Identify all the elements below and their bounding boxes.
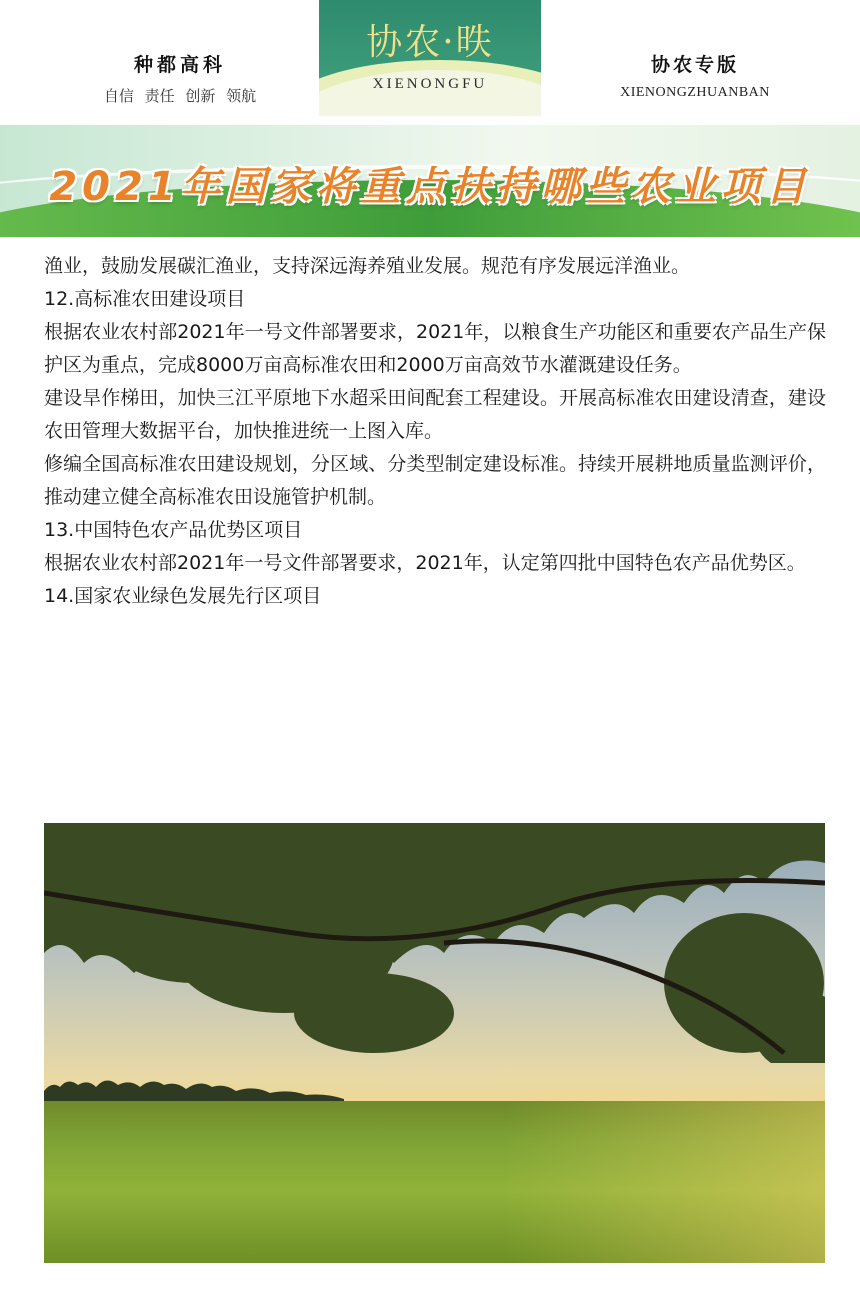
paragraph-farmland-target: 根据农业农村部2021年一号文件部署要求，2021年，以粮食生产功能区和重要农产品生产保护区为重点，完成8000万亩高标准农田和2000万亩高效节水灌溉建设任务。: [44, 321, 826, 376]
left-brand-title: 种都高科: [133, 54, 226, 76]
publication-logo: [319, 0, 541, 116]
section-heading-12: 12.高标准农田建设项目: [44, 288, 246, 310]
title-banner: [0, 125, 860, 237]
right-brand-english: XIENONGZHUANBAN: [620, 85, 770, 100]
paragraph-farmland-planning: 修编全国高标准农田建设规划，分区域、分类型制定建设标准。持续开展耕地质量监测评价，推动建立健全高标准农田设施管护机制。: [44, 453, 826, 508]
field-sunlit-area: [504, 1101, 825, 1263]
right-brand-title: 协农专版: [650, 54, 739, 76]
section-heading-14: 14.国家农业绿色发展先行区项目: [44, 585, 322, 607]
section-heading-13: 13.中国特色农产品优势区项目: [44, 519, 303, 541]
logo-chinese-name: 协农·昳: [366, 22, 494, 63]
paragraph-fishery: 渔业，鼓励发展碳汇渔业，支持深远海养殖业发展。规范有序发展远洋渔业。: [44, 255, 691, 277]
page-title: 2021年国家将重点扶持哪些农业项目: [49, 164, 811, 210]
landscape-photo: [44, 823, 825, 1263]
left-brand: [80, 50, 280, 106]
paragraph-specialty-zone: 根据农业农村部2021年一号文件部署要求，2021年，认定第四批中国特色农产品优势区。: [44, 552, 806, 574]
masthead: [0, 0, 860, 125]
right-brand: [590, 50, 800, 101]
tree-canopy: [44, 823, 825, 1063]
article-body: [44, 250, 826, 613]
logo-english-name: XIENONGFU: [372, 76, 488, 92]
left-brand-slogan: 自信 责任 创新 领航: [103, 87, 257, 105]
paragraph-farmland-construction: 建设旱作梯田，加快三江平原地下水超采田间配套工程建设。开展高标准农田建设清查，建设农田管理大数据平台，加快推进统一上图入库。: [44, 387, 826, 442]
